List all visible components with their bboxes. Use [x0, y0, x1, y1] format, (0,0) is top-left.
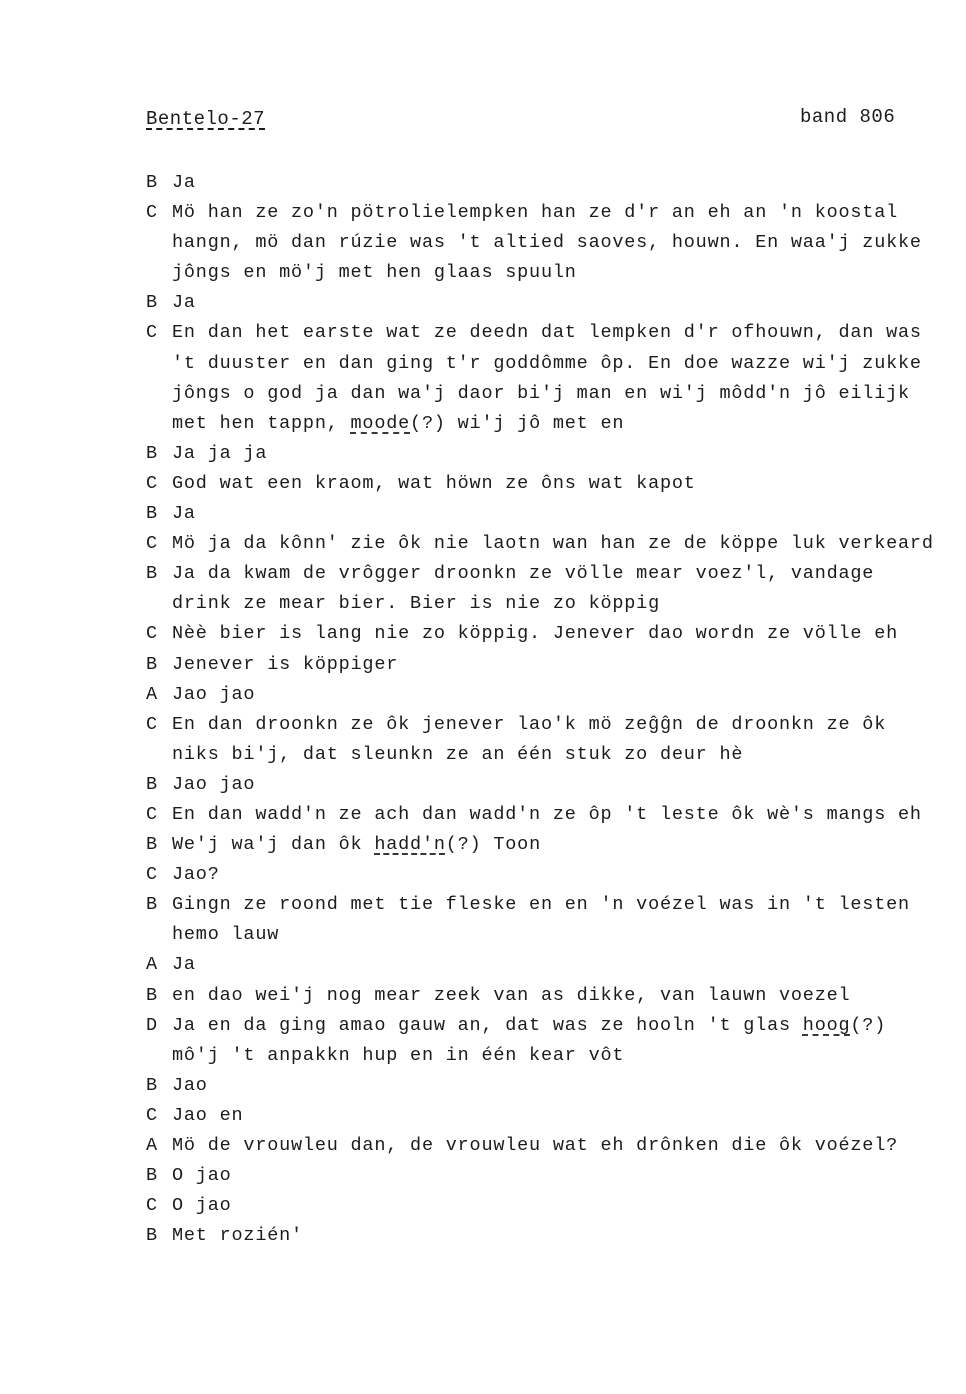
transcript-turn	[146, 800, 936, 830]
speaker-label: B	[146, 984, 158, 1006]
transcript-turn	[146, 950, 936, 980]
transcript-turn	[146, 469, 936, 499]
utterance-fragment: Ja ja ja	[172, 442, 268, 464]
utterance-text	[172, 439, 936, 469]
transcript-turn	[146, 860, 936, 890]
transcript-turn	[146, 1131, 936, 1161]
utterance-text	[172, 680, 936, 710]
speaker-label: B	[146, 292, 158, 314]
transcript-turn	[146, 890, 936, 950]
utterance-fragment: We'j wa'j dan ôk	[172, 834, 375, 856]
utterance-fragment: Ja	[172, 172, 196, 193]
utterance-text	[172, 1131, 936, 1161]
utterance-text	[172, 529, 936, 559]
transcript-turn	[146, 288, 936, 318]
utterance-fragment: (?) mô'j 't anpakkn hup en in één kear vôt	[172, 1014, 899, 1066]
speaker-label: B	[146, 503, 158, 525]
location-name: Bentelo-27	[146, 108, 266, 130]
utterance-text	[172, 950, 936, 980]
transcript-turn	[146, 680, 936, 710]
speaker-label: B	[146, 653, 158, 675]
utterance-fragment: O jao	[172, 1195, 232, 1217]
header-band: band 806	[800, 106, 896, 128]
utterance-text	[172, 1221, 936, 1251]
utterance-text	[172, 559, 936, 619]
header-location	[146, 108, 265, 130]
utterance-fragment: (?) wi'j jô met en	[410, 412, 625, 434]
utterance-fragment: Ja	[172, 954, 196, 976]
transcript-turn	[146, 559, 936, 619]
utterance-fragment: En dan droonkn ze ôk jenever lao'k mö zeĝĝn de droonkn ze ôk niks bi'j, dat sleunkn ze an één stuk zo deur hè	[172, 713, 899, 765]
utterance-fragment: Ja	[172, 503, 196, 525]
utterance-fragment: (?) Toon	[445, 834, 541, 856]
utterance-text	[172, 860, 936, 890]
speaker-label: C	[146, 322, 158, 344]
utterance-text	[172, 710, 936, 770]
transcript-turn	[146, 198, 936, 288]
utterance-fragment: O jao	[172, 1165, 232, 1187]
utterance-fragment: Nèè bier is lang nie zo köppig. Jenever dao wordn ze völle eh	[172, 623, 899, 645]
utterance-fragment: Ja	[172, 292, 196, 314]
speaker-label: B	[146, 773, 158, 795]
transcript-turn	[146, 1221, 936, 1251]
utterance-fragment: Mö de vrouwleu dan, de vrouwleu wat eh drônken die ôk voézel?	[172, 1135, 899, 1156]
transcript-turn	[146, 1161, 936, 1191]
utterance-fragment: Jao jao	[172, 683, 256, 705]
utterance-fragment: Jao	[172, 1074, 208, 1096]
speaker-label: C	[146, 472, 158, 494]
utterance-text	[172, 800, 936, 830]
utterance-fragment: Mö han ze zo'n pötrolielempken han ze d'r an eh an 'n koostal hangn, mö dan rúzie was 't altied saoves, houwn. En waa'j zukke jôngs en mö'j met hen glaas spuuln	[172, 202, 934, 284]
utterance-text	[172, 619, 936, 649]
transcript-turn	[146, 1191, 936, 1221]
uncertain-word: moode	[350, 412, 411, 434]
utterance-fragment: En dan wadd'n ze ach dan wadd'n ze ôp 't leste ôk wè's mangs eh	[172, 803, 922, 825]
speaker-label: D	[146, 1014, 158, 1036]
speaker-label: C	[146, 1195, 158, 1217]
utterance-fragment: Ja en da ging amao gauw an, dat was ze hooln 't glas	[172, 1014, 803, 1036]
utterance-text	[172, 499, 936, 529]
speaker-label: B	[146, 834, 158, 856]
utterance-fragment: Jao jao	[172, 773, 256, 795]
uncertain-word: hadd'n	[374, 834, 446, 856]
speaker-label: A	[146, 1135, 158, 1156]
utterance-fragment: En dan het earste wat ze deedn dat lempken d'r ofhouwn, dan was 't duuster en dan ging t'r goddômme ôp. En doe wazze wi'j zukke jôngs o god ja dan wa'j daor bi'j man en wi'j môdd'n jô eilijk met hen tappn,	[172, 322, 934, 434]
utterance-text	[172, 318, 936, 438]
utterance-fragment: Jenever is köppiger	[172, 653, 399, 675]
utterance-fragment: Mö ja da kônn' zie ôk nie laotn wan han ze de köppe luk verkeard	[172, 533, 934, 555]
speaker-label: C	[146, 623, 158, 645]
transcript-turn	[146, 1071, 936, 1101]
transcript-turn	[146, 499, 936, 529]
utterance-text	[172, 469, 936, 499]
utterance-text	[172, 168, 936, 198]
uncertain-word: hoog	[802, 1014, 851, 1036]
utterance-text	[172, 830, 936, 860]
speaker-label: B	[146, 1165, 158, 1187]
utterance-text	[172, 1161, 936, 1191]
speaker-label: B	[146, 894, 158, 916]
speaker-label: A	[146, 954, 158, 976]
transcript-turn	[146, 168, 936, 198]
speaker-label: B	[146, 563, 158, 585]
utterance-fragment: Jao?	[172, 864, 220, 886]
speaker-label: C	[146, 803, 158, 825]
utterance-text	[172, 890, 936, 950]
transcript-turn	[146, 770, 936, 800]
speaker-label: B	[146, 1225, 158, 1247]
utterance-text	[172, 1011, 936, 1071]
transcript-turn	[146, 981, 936, 1011]
speaker-label: C	[146, 533, 158, 555]
utterance-fragment: Met rozién'	[172, 1225, 303, 1247]
utterance-text	[172, 770, 936, 800]
speaker-label: C	[146, 864, 158, 886]
utterance-fragment: en dao wei'j nog mear zeek van as dikke, van lauwn voezel	[172, 984, 851, 1006]
transcript-turn	[146, 710, 936, 770]
speaker-label: B	[146, 1074, 158, 1096]
utterance-fragment: Gingn ze roond met tie fleske en en 'n voézel was in 't lesten hemo lauw	[172, 894, 922, 946]
speaker-label: C	[146, 202, 158, 224]
transcript-turn	[146, 1101, 936, 1131]
utterance-text	[172, 1101, 936, 1131]
utterance-fragment: Ja da kwam de vrôgger droonkn ze völle mear voez'l, vandage drink ze mear bier. Bier is nie zo köppig	[172, 563, 887, 615]
speaker-label: B	[146, 442, 158, 464]
transcript-turn	[146, 318, 936, 438]
utterance-text	[172, 981, 936, 1011]
utterance-text	[172, 650, 936, 680]
transcript-turn	[146, 529, 936, 559]
transcript-turn	[146, 650, 936, 680]
utterance-text	[172, 1191, 936, 1221]
utterance-text	[172, 288, 936, 318]
speaker-label: C	[146, 713, 158, 735]
utterance-fragment: Jao en	[172, 1104, 244, 1126]
transcript-turn	[146, 1011, 936, 1071]
speaker-label: C	[146, 1104, 158, 1126]
speaker-label: B	[146, 172, 158, 193]
transcript-turn	[146, 439, 936, 469]
utterance-text	[172, 198, 936, 288]
transcript-turn	[146, 619, 936, 649]
utterance-text	[172, 1071, 936, 1101]
speaker-label: A	[146, 683, 158, 705]
transcript-turn	[146, 830, 936, 860]
transcript	[146, 168, 936, 1251]
utterance-fragment: God wat een kraom, wat höwn ze ôns wat kapot	[172, 472, 696, 494]
